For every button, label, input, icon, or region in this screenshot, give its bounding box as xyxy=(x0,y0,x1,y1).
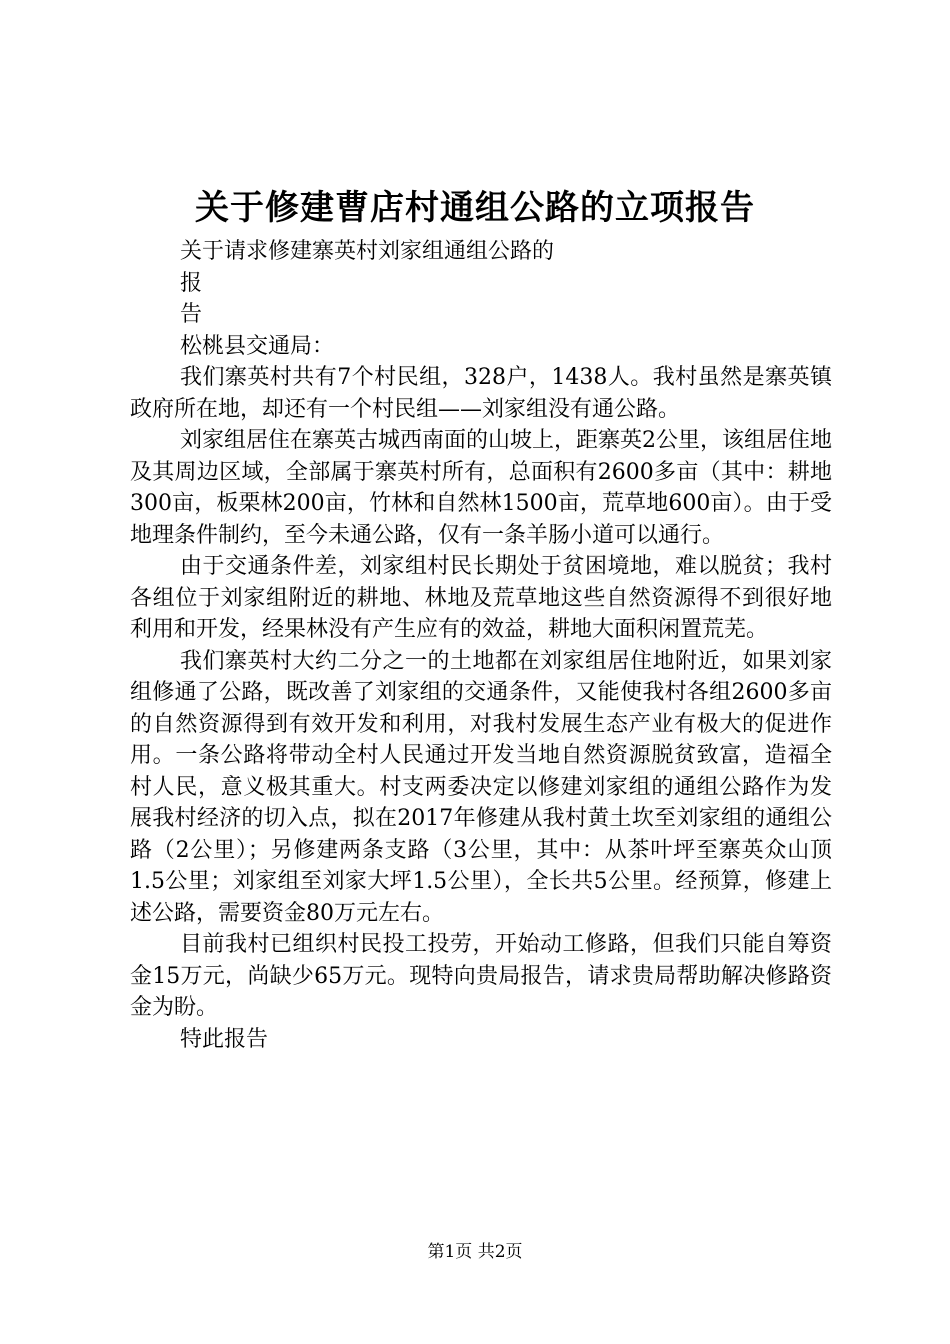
subtitle-line: 报 xyxy=(180,270,203,296)
closing: 特此报告 xyxy=(180,1026,269,1052)
document-body xyxy=(130,236,832,1055)
salutation: 松桃县交通局： xyxy=(180,333,335,359)
subtitle-line: 关于请求修建寨英村刘家组通组公路的 xyxy=(180,239,555,264)
document-title: 关于修建曹店村通组公路的立项报告 xyxy=(195,188,755,228)
paragraph: 我们寨英村大约二分之一的土地都在刘家组居住地附近，如果刘家组修通了公路，既改善了刘家组的交通条件，又能使我村各组2600多亩的自然资源得到有效开发和利用，对我村发展生态产业有极大的促进作用。一条公路将带动全村人民通过开发当地自然资源脱贫致富，造福全村人民，意义极其重大。村支两委决定以修建刘家组的通组公路作为发展我村经济的切入点，拟在2017年修建从我村黄土坎至刘家组的通组公路（2公里）；另修建两条支路（3公里，其中：从茶叶坪至寨英众山顶1.5公里；刘家组至刘家大坪1.5公里），全长共5公里。经预算，修建上述公路，需要资金80万元左右。 xyxy=(130,648,832,926)
paragraph: 目前我村已组织村民投工投劳，开始动工修路，但我们只能自筹资金15万元，尚缺少65万元。现特向贵局报告，请求贵局帮助解决修路资金为盼。 xyxy=(130,932,832,1020)
paragraph: 刘家组居住在寨英古城西南面的山坡上，距寨英2公里，该组居住地及其周边区域，全部属于寨英村所有，总面积有2600多亩（其中：耕地300亩，板栗林200亩，竹林和自然林1500亩，荒草地600亩）。由于受地理条件制约，至今未通公路，仅有一条羊肠小道可以通行。 xyxy=(130,428,832,548)
subtitle-line: 告 xyxy=(180,302,203,327)
paragraph: 由于交通条件差，刘家组村民长期处于贫困境地，难以脱贫；我村各组位于刘家组附近的耕地、林地及荒草地这些自然资源得不到很好地利用和开发，经果林没有产生应有的效益，耕地大面积闲置荒芜。 xyxy=(130,554,832,642)
paragraph: 我们寨英村共有7个村民组，328户，1438人。我村虽然是寨英镇政府所在地，却还有一个村民组——刘家组没有通公路。 xyxy=(130,365,832,422)
page-number: 第1页 共2页 xyxy=(427,1242,523,1262)
